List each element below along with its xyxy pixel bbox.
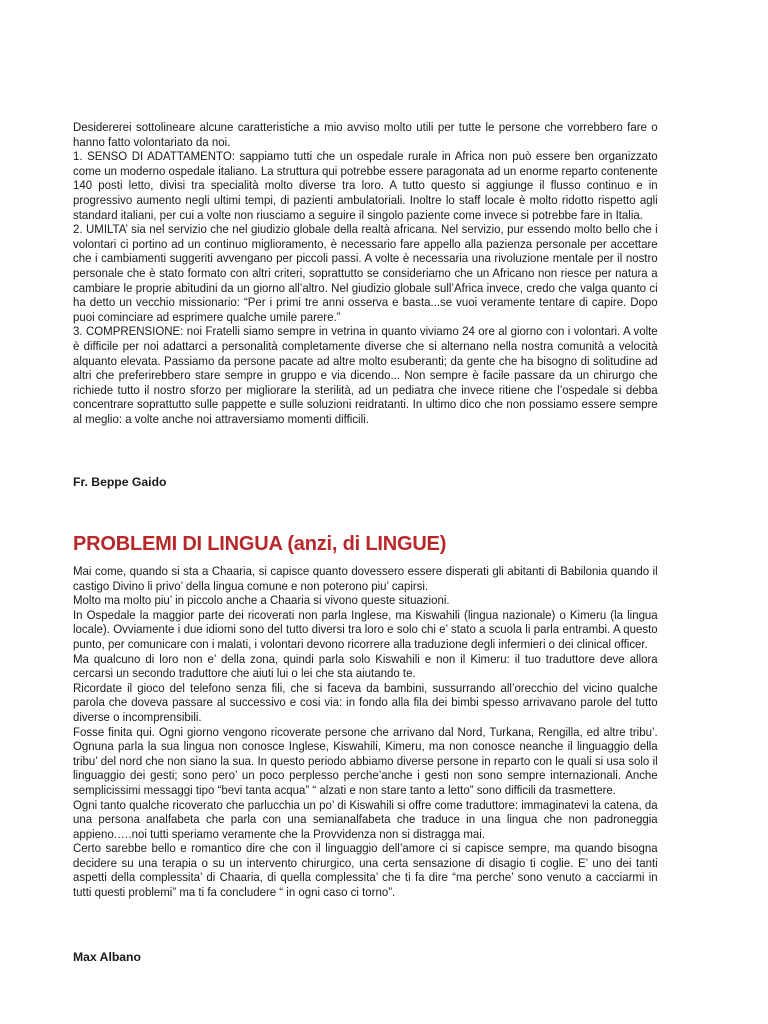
- paragraph: Ricordate il gioco del telefono senza fili, che si faceva da bambini, sussurrando all’orecchio del vicino qualche parola che doveva passare al successivo e cosi via: in fondo alla fila dei bimbi spesso arrivavano parole del tutto diverse o incomprensibili.: [73, 680, 658, 724]
- point-comprensione: 3. COMPRENSIONE: noi Fratelli siamo sempre in vetrina in quanto viviamo 24 ore al giorno con i volontari. A volte è difficile per noi adattarci a personalità completamente diverse che si alternano nella nostra comunità a velocità alquanto elevata. Passiamo da persone pacate ad altre molto esuberanti; da gente che ha bisogno di solitudine ad altri che preferirebbero stare sempre in gruppo e via dicendo... Non sempre è facile passare da un chirurgo che richiede tutto il nostro sforzo per migliorare la sterilità, ad un pediatra che invece ritiene che l’ospedale si debba concentrare soprattutto sulle pappette e sulle soluzioni reidratanti. In ultimo dico che non possiamo essere sempre al meglio: a volte anche noi attraversiamo momenti difficili.: [73, 324, 658, 426]
- paragraph: In Ospedale la maggior parte dei ricoverati non parla Inglese, ma Kiswahili (lingua nazionale) o Kimeru (la lingua locale). Ovviamente i due idiomi sono del tutto diversi tra loro e solo chi e’ stato a scuola li parla entrambi. A questo punto, per comunicare con i malati, i volontari devono ricorrere alla traduzione degli infermieri o dei clinical officer.: [73, 607, 658, 651]
- section-2-title: PROBLEMI DI LINGUA (anzi, di LINGUE): [73, 533, 447, 555]
- paragraph: Molto ma molto piu’ in piccolo anche a Chaaria si vivono queste situazioni.: [73, 593, 450, 608]
- signature-max-albano: Max Albano: [73, 950, 141, 964]
- paragraph: Certo sarebbe bello e romantico dire che con il linguaggio dell’amore ci si capisce sempre, ma quando bisogna decidere su una terapia o su un intervento chirurgico, una certa sensazione di disagio ti coglie. E’ uno dei tanti aspetti della complessita’ di Chaaria, di quella complessita’ che ti fa dire “ma perche’ sono venuto a cacciarmi in tutti questi problemi” ma ti fa concludere “ in ogni caso ci torno”.: [73, 841, 658, 900]
- paragraph: Fosse finita qui. Ogni giorno vengono ricoverate persone che arrivano dal Nord, Turkana, Rengilla, ed altre tribu’. Ognuna parla la sua lingua non conosce Inglese, Kiswahili, Kimeru, ma non conosce neanche il linguaggio della tribu’ del nord che non siano la sua. In questo periodo abbiamo diverse persone in reparto con le quali si usa solo il linguaggio dei gesti; sono pero’ un poco perplesso perche’anche i gesti non sono sempre internazionali. Anche semplicissimi messaggi tipo “bevi tanta acqua” “ alzati e non stare tanto a letto” sono difficili da trasmettere.: [73, 724, 658, 797]
- paragraph: Mai come, quando si sta a Chaaria, si capisce quanto dovessero essere disperati gli abitanti di Babilonia quando il castigo Divino li privo’ della lingua comune e non poterono piu’ capirsi.: [73, 564, 658, 593]
- point-adattamento: 1. SENSO DI ADATTAMENTO: sappiamo tutti che un ospedale rurale in Africa non può essere ben organizzato come un moderno ospedale italiano. La struttura qui potrebbe essere paragonata ad un enorme reparto contenente 140 posti letto, divisi tra specialità molto diverse tra loro. A tutto questo si aggiunge il flusso continuo e in progressivo aumento negli ultimi tempi, di pazienti ambulatoriali. Inoltre lo staff locale è molto ridotto rispetto agli standard italiani, per cui a volte non riusciamo a seguire il singolo paziente come invece si potrebbe fare in Italia.: [73, 149, 658, 222]
- paragraph: Ogni tanto qualche ricoverato che parlucchia un po’ di Kiswahili si offre come traduttore: immaginatevi la catena, da una persona analfabeta che parla con una semianalfabeta che traduce in una lingua che non padroneggia appieno.….noi tutti speriamo veramente che la Provvidenza non si distragga mai.: [73, 797, 658, 841]
- point-umilta: 2. UMILTA’ sia nel servizio che nel giudizio globale della realtà africana. Nel servizio, pur essendo molto bello che i volontari ci portino ad un continuo miglioramento, è necessario fare appello alla pazienza personale per accettare che i cambiamenti suggeriti avvengano per piccoli passi. A volte è necessaria una rivoluzione mentale per il nostro personale che è stato formato con altri criteri, soprattutto se consideriamo che un Africano non riesce per natura a cambiare le proprie abitudini da un giorno all’altro. Nel giudizio globale sull’Africa invece, credo che valga quanto ci ha detto un vecchio missionario: “Per i primi tre anni osserva e basta...se vuoi veramente tentare di capire. Dopo puoi cominciare ad esprimere qualche umile parere.”: [73, 222, 658, 324]
- paragraph: Ma qualcuno di loro non e’ della zona, quindi parla solo Kiswahili e non il Kimeru: il tuo traduttore deve allora cercarsi un secondo traduttore che aiuti lui o lei che sta aiutando te.: [73, 651, 658, 681]
- signature-beppe-gaido: Fr. Beppe Gaido: [73, 475, 167, 489]
- intro-paragraph: Desidererei sottolineare alcune caratteristiche a mio avviso molto utili per tutte le persone che vorrebbero fare o hanno fatto volontariato da noi.: [73, 120, 658, 149]
- section-2-body: [73, 564, 658, 900]
- section-1-body: [73, 120, 658, 426]
